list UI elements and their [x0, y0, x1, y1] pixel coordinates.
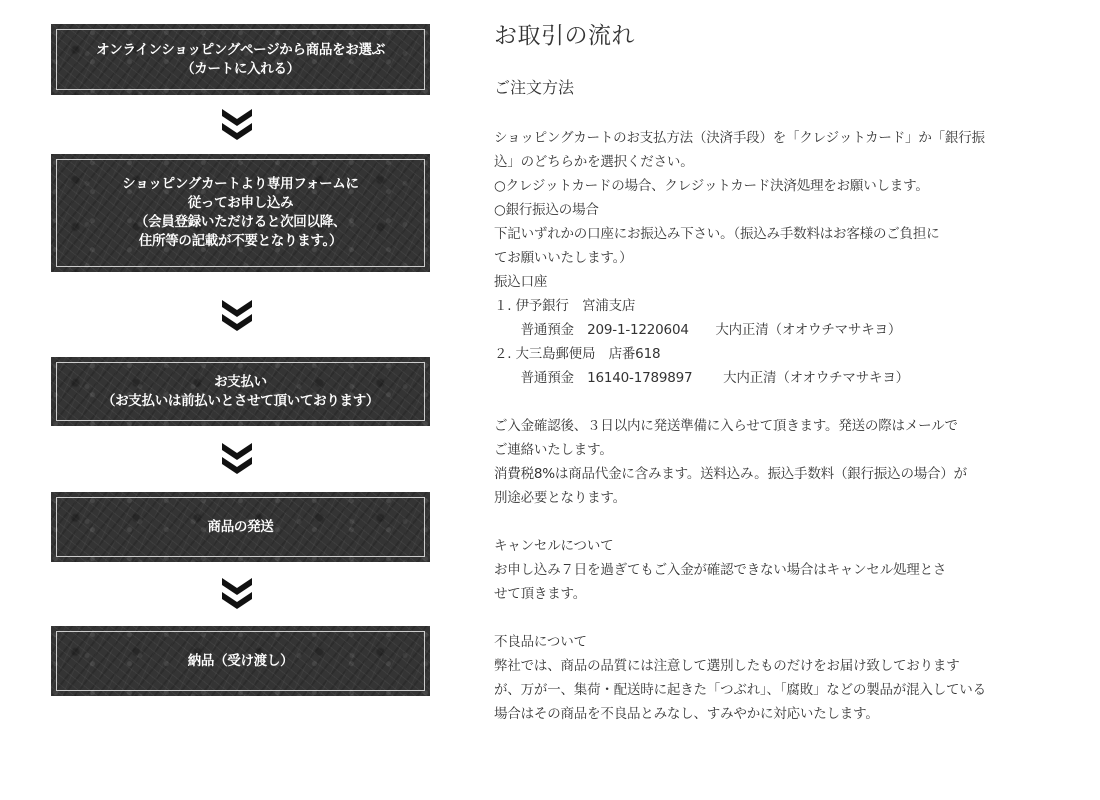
paragraph-gap	[494, 606, 1034, 630]
flow-step-delivery	[51, 626, 430, 696]
flow-step-payment	[51, 357, 430, 426]
flow-step-select-product	[51, 24, 430, 95]
flow-step-shipping	[51, 492, 430, 562]
text-line: 振込口座	[494, 274, 548, 290]
step-frame	[56, 159, 425, 267]
step-label: 納品（受け渡し）	[187, 652, 294, 669]
text-line: ショッピングカートのお支払方法（決済手段）を「クレジットカード」か「銀行振	[494, 130, 985, 146]
text-line: 込」のどちらかを選択ください。	[494, 154, 694, 170]
order-method-text	[494, 126, 1034, 726]
text-line: ２. 大三島郵便局 店番618	[494, 346, 661, 362]
step-frame	[56, 29, 425, 90]
text-line: 普通預金 16140-1789897 大内正清（オオウチマサキヨ）	[494, 370, 909, 386]
text-line: が、万が一、集荷・配送時に起きた「つぶれ」、「腐敗」などの製品が混入している	[494, 682, 986, 698]
page-title: お取引の流れ	[494, 23, 635, 49]
flow-step-order-form	[51, 154, 430, 272]
text-line: せて頂きます。	[494, 586, 587, 602]
text-line: 消費税8%は商品代金に含みます。送料込み。振込手数料（銀行振込の場合）が	[494, 466, 967, 482]
order-info	[494, 20, 1034, 726]
text-line: ○クレジットカードの場合、クレジットカード決済処理をお願いします。	[494, 178, 929, 194]
step-label: お支払い （お支払いは前払いとさせて頂いております）	[101, 373, 380, 409]
text-line: 場合はその商品を不良品とみなし、すみやかに対応いたします。	[494, 706, 879, 722]
double-chevron-down-icon	[217, 573, 257, 613]
text-line: 別途必要となります。	[494, 490, 626, 506]
text-line: ご入金確認後、３日以内に発送準備に入らせて頂きます。発送の際はメールで	[494, 418, 958, 434]
text-line: てお願いいたします。）	[494, 250, 633, 266]
text-line: ご連絡いたします。	[494, 442, 613, 458]
text-line: 下記いずれかの口座にお振込み下さい。（振込み手数料はお客様のご負担に	[494, 226, 940, 242]
text-line: 弊社では、商品の品質には注意して選別したものだけをお届け致しております	[494, 658, 960, 674]
text-line: 不良品について	[494, 634, 587, 650]
paragraph-gap	[494, 390, 1034, 414]
double-chevron-down-icon	[217, 438, 257, 478]
step-frame	[56, 497, 425, 557]
double-chevron-down-icon	[217, 295, 257, 335]
section-heading: ご注文方法	[494, 78, 575, 97]
step-frame	[56, 631, 425, 691]
step-label: ショッピングカートより専用フォームに 従ってお申し込み （会員登録いただけると次回以降、 住所等の記載が不要となります。）	[122, 176, 359, 249]
step-label: オンラインショッピングページから商品をお選ぶ （カートに入れる）	[96, 41, 385, 77]
text-line: 普通預金 209-1-1220604 大内正清（オオウチマサキヨ）	[494, 322, 902, 338]
text-line: ○銀行振込の場合	[494, 202, 599, 218]
text-line: １. 伊予銀行 宮浦支店	[494, 298, 636, 314]
text-line: キャンセルについて	[494, 538, 614, 554]
step-label: 商品の発送	[207, 518, 274, 535]
step-frame	[56, 362, 425, 421]
double-chevron-down-icon	[217, 104, 257, 144]
text-line: お申し込み７日を過ぎてもご入金が確認できない場合はキャンセル処理とさ	[494, 562, 947, 578]
paragraph-gap	[494, 510, 1034, 534]
